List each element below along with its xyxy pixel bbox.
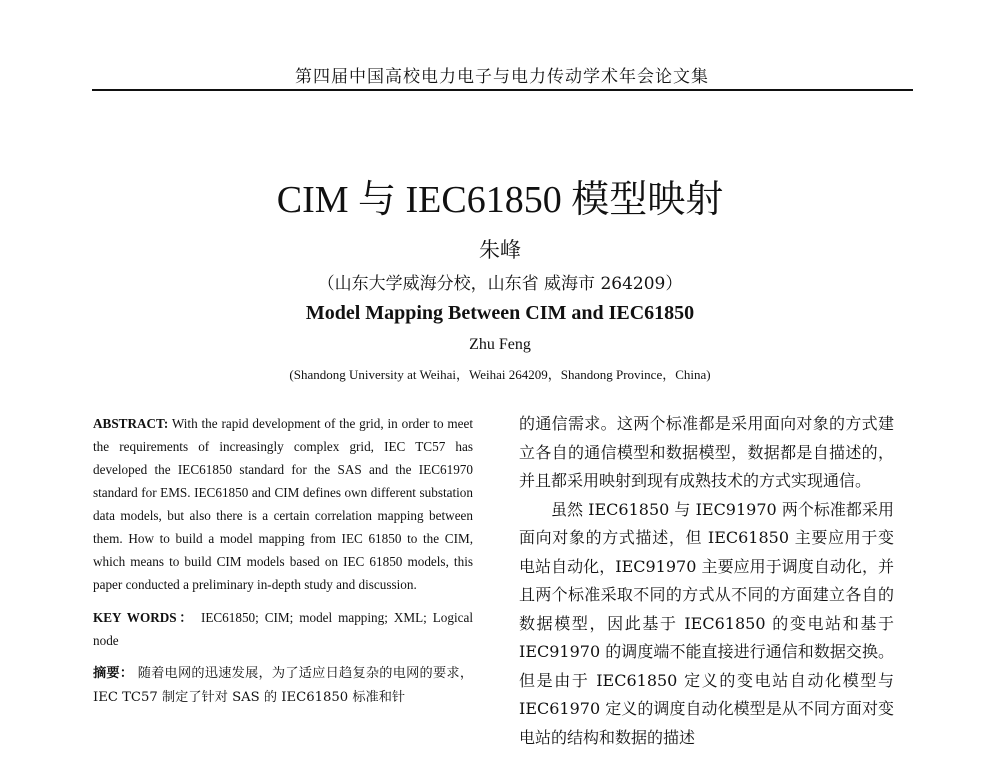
author-en: Zhu Feng bbox=[469, 336, 531, 353]
left-column bbox=[93, 412, 473, 710]
right-column bbox=[519, 410, 894, 752]
author-cn: 朱峰 bbox=[479, 238, 521, 262]
keywords-en-label: KEY WORDS： bbox=[93, 610, 196, 625]
body-paragraph-1: 的通信需求。这两个标准都是采用面向对象的方式建立各自的通信模型和数据模型，数据都是自描述的，并且都采用映射到现有成熟技术的方式实现通信。 bbox=[519, 414, 894, 490]
abstract-en-label: ABSTRACT: bbox=[93, 416, 169, 431]
keywords-en bbox=[93, 606, 473, 652]
paper-title-cn: CIM 与 IEC61850 模型映射 bbox=[276, 179, 724, 221]
affiliation-cn: （山东大学威海分校，山东省 威海市 264209） bbox=[317, 274, 683, 294]
abstract-cn-label: 摘要： bbox=[93, 666, 134, 681]
running-header: 第四届中国高校电力电子与电力传动学术年会论文集 bbox=[295, 67, 709, 87]
paper-title-en: Model Mapping Between CIM and IEC61850 bbox=[305, 302, 695, 324]
affiliation-en: (Shandong University at Weihai，Weihai 264209，Shandong Province，China) bbox=[289, 367, 711, 382]
body-paragraph-2: 虽然 IEC61850 与 IEC91970 两个标准都采用面向对象的方式描述，但 IEC61850 主要应用于变电站自动化，IEC91970 主要应用于调度自动化，并且两个标准采取不同的方式从不同的方面建立各自的数据模型，因此基于 IEC61850 的变电站和基于 IEC91970 的调度端不能直接进行通信和数据交换。但是由于 IEC61850 定义的变电站自动化模型与 IEC61970 定义的调度自动化模型是从不同方面对变电站的结构和数据的描述 bbox=[519, 499, 894, 747]
abstract-en-text: With the rapid development of the grid, in order to meet the requirements of increasingly complex grid, IEC TC57 has developed the IEC61850 standard for the SAS and the IEC61970 standard for EMS. IEC61850 and CIM defines own different substation data models, but also there is a certain correlation mapping between them. How to build a model mapping from IEC 61850 to the CIM, which means to build CIM models based on IEC 61850 models, this paper conducted a preliminary in-depth study and discussion. bbox=[93, 416, 474, 592]
abstract-en bbox=[93, 412, 473, 596]
header-rule bbox=[92, 89, 913, 91]
abstract-cn bbox=[93, 662, 473, 710]
keywords-en-text: IEC61850; CIM; model mapping; XML; Logical node bbox=[93, 610, 473, 648]
abstract-cn-text: 随着电网的迅速发展，为了适应日趋复杂的电网的要求，IEC TC57 制定了针对 SAS 的 IEC61850 标准和针 bbox=[93, 666, 473, 705]
